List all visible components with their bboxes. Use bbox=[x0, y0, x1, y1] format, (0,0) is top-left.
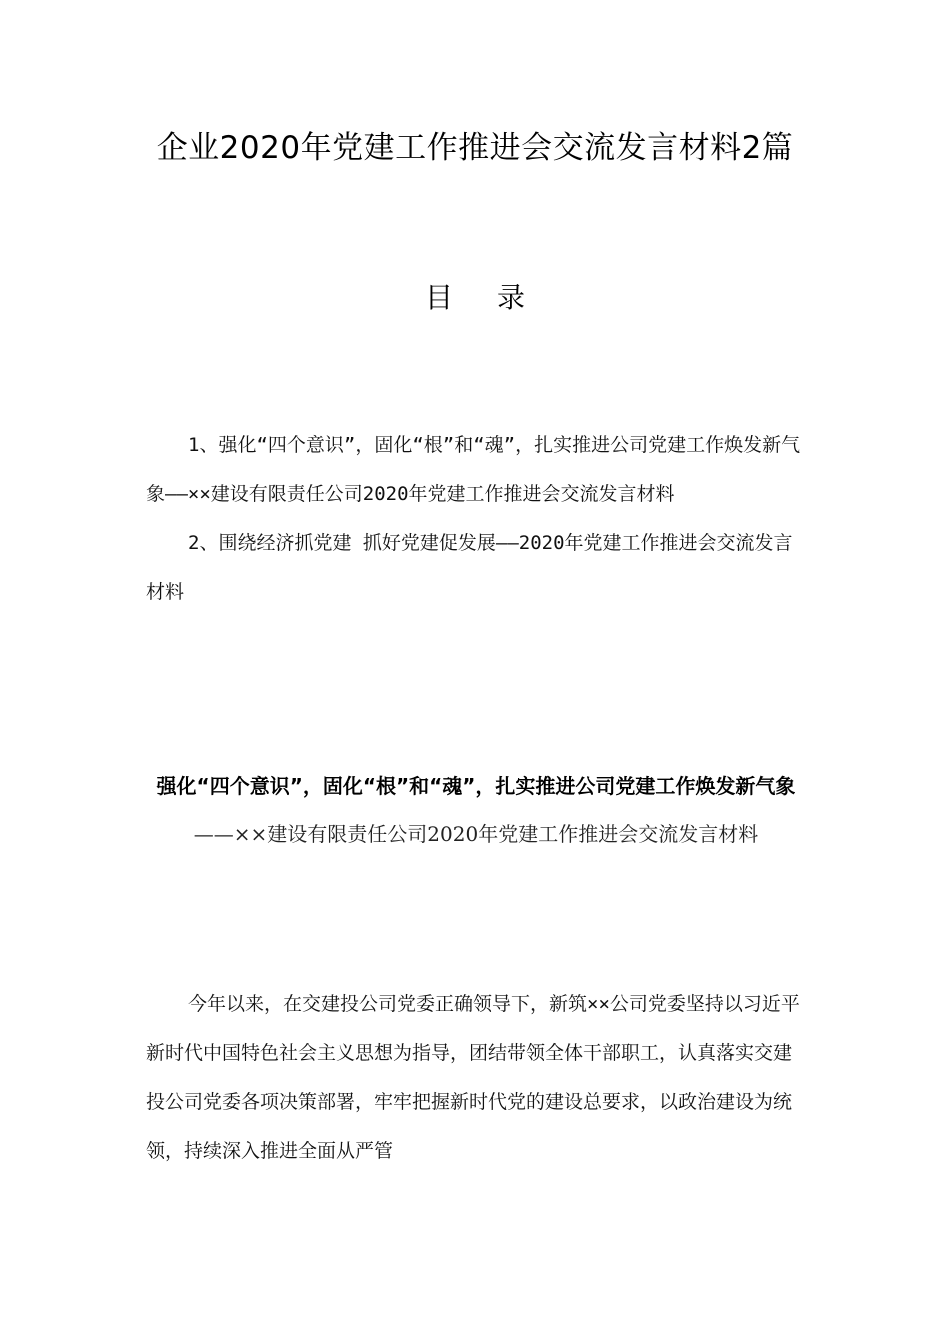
toc-item[interactable]: 1、强化“四个意识”，固化“根”和“魂”，扎实推进公司党建工作焕发新气象——××建设有限责任公司2020年党建工作推进会交流发言材料 bbox=[146, 434, 801, 505]
document-title: 企业2020年党建工作推进会交流发言材料2篇 bbox=[156, 130, 794, 166]
article-title bbox=[146, 762, 806, 858]
table-of-contents bbox=[146, 421, 806, 617]
toc-item[interactable]: 2、围绕经济抓党建 抓好党建促发展——2020年党建工作推进会交流发言材料 bbox=[146, 532, 793, 603]
article-body bbox=[146, 980, 808, 1176]
article-title-subtitle: ——××建设有限责任公司2020年党建工作推进会交流发言材料 bbox=[193, 822, 759, 846]
toc-heading-char-1: 目 bbox=[424, 281, 453, 314]
article-title-main: 强化“四个意识”，固化“根”和“魂”，扎实推进公司党建工作焕发新气象 bbox=[156, 774, 796, 798]
article-paragraph: 今年以来，在交建投公司党委正确领导下，新筑××公司党委坚持以习近平新时代中国特色社会主义思想为指导，团结带领全体干部职工，认真落实交建投公司党委各项决策部署，牢牢把握新时代党的建设总要求，以政治建设为统领，持续深入推进全面从严管 bbox=[146, 993, 800, 1162]
toc-heading-char-2: 录 bbox=[497, 281, 526, 314]
toc-heading bbox=[0, 278, 950, 318]
